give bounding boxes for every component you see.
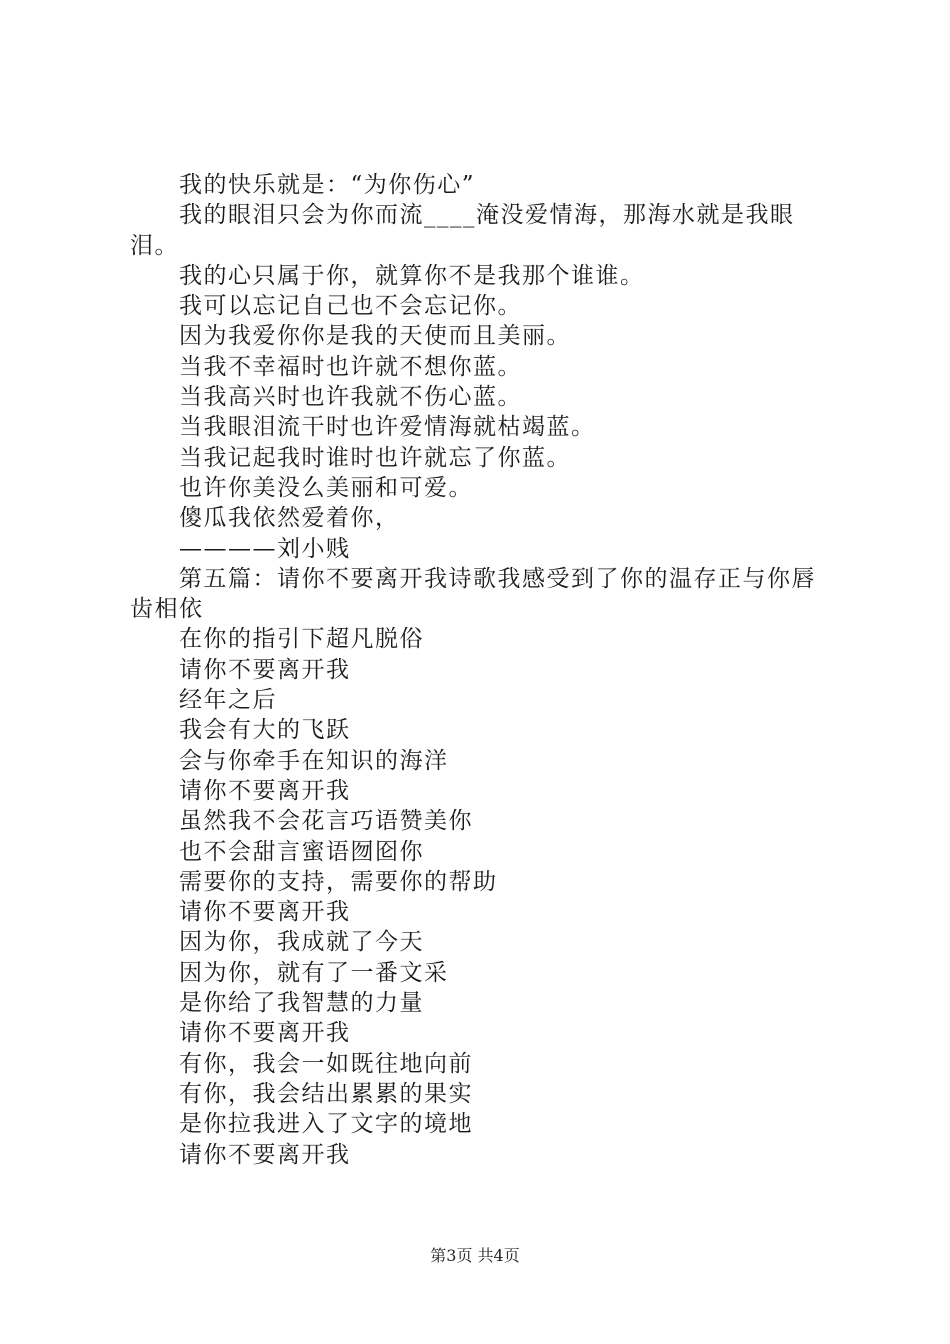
poem-line: 有你，我会一如既往地向前 [179,1050,473,1077]
poem-line: 也不会甜言蜜语囫囵你 [179,838,424,865]
paragraph: 因为我爱你你是我的天使而且美丽。 [179,323,571,350]
section-heading: 第五篇：请你不要离开我诗歌我感受到了你的温存正与你唇齿相依 [130,565,816,623]
poem-line: 虽然我不会花言巧语赞美你 [179,808,473,835]
page-number: 第3页 共4页 [430,1246,520,1265]
poem-line: 有你，我会结出累累的果实 [179,1080,473,1107]
paragraph: 傻瓜我依然爱着你， [179,505,400,532]
poem-line: 是你拉我进入了文字的境地 [179,1111,473,1138]
poem-line: 我会有大的飞跃 [179,717,351,744]
paragraph: 我的心只属于你，就算你不是我那个谁谁。 [179,262,645,289]
poem-line: 请你不要离开我 [179,1020,351,1047]
poem-line: 请你不要离开我 [179,656,351,683]
paragraph: 当我眼泪流干时也许爱情海就枯竭蓝。 [179,414,596,441]
poem-line: 经年之后 [179,687,277,714]
poem-line: 请你不要离开我 [179,1141,351,1168]
paragraph: 也许你美没么美丽和可爱。 [179,474,473,501]
paragraph: 我可以忘记自己也不会忘记你。 [179,293,522,320]
poem-line: 因为你，就有了一番文采 [179,959,449,986]
poem-line: 因为你，我成就了今天 [179,929,424,956]
poem-line: 请你不要离开我 [179,899,351,926]
paragraph: 当我不幸福时也许就不想你蓝。 [179,353,522,380]
poem-line: 请你不要离开我 [179,777,351,804]
signature-line: ————刘小贱 [179,535,351,562]
poem-line: 在你的指引下超凡脱俗 [179,626,424,653]
paragraph: 当我记起我时谁时也许就忘了你蓝。 [179,444,571,471]
poem-line: 会与你牵手在知识的海洋 [179,747,449,774]
paragraph: 当我高兴时也许我就不伤心蓝。 [179,384,522,411]
poem-line: 是你给了我智慧的力量 [179,990,424,1017]
page-footer [0,1243,950,1266]
poem-line: 需要你的支持，需要你的帮助 [179,868,498,895]
document-body [130,170,830,1170]
paragraph: 我的眼泪只会为你而流____淹没爱情海，那海水就是我眼泪。 [130,202,795,259]
paragraph: 我的快乐就是：“为你伤心” [179,172,476,198]
